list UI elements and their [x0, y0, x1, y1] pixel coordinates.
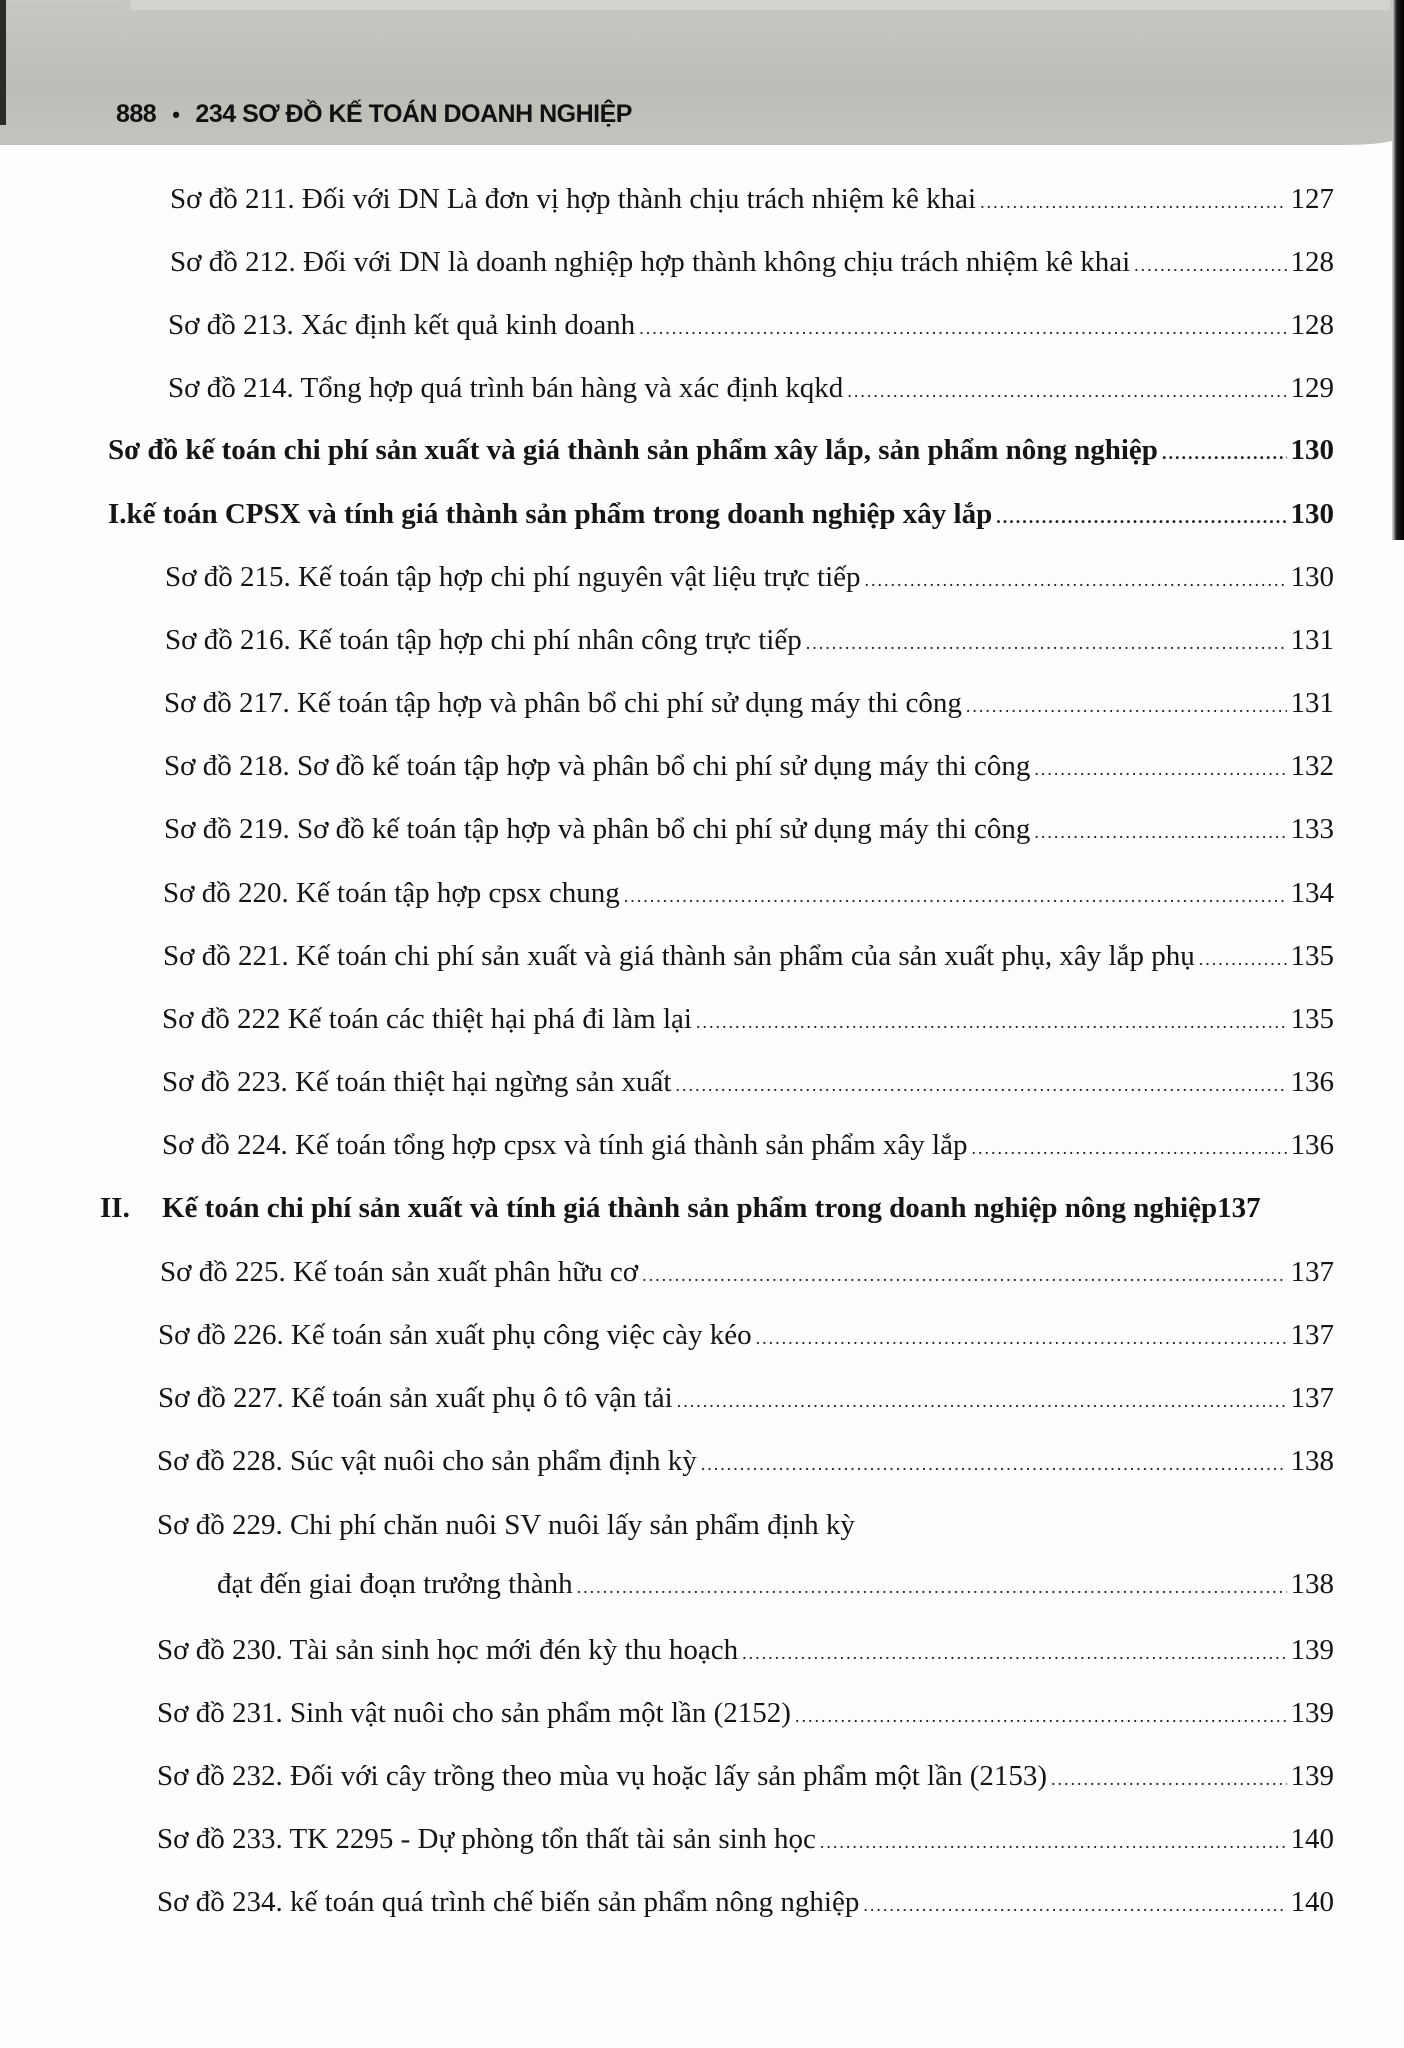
toc-entry[interactable]: [163, 939, 1334, 976]
dot-leader: [1051, 1762, 1286, 1796]
dot-leader: [1034, 752, 1286, 786]
toc-entry[interactable]: [168, 308, 1334, 345]
toc-label: Sơ đồ 224. Kế toán tổng hợp cpsx và tính giá thành sản phẩm xây lắp: [162, 1129, 968, 1161]
toc-label: Sơ đồ 221. Kế toán chi phí sản xuất và giá thành sản phẩm của sản xuất phụ, xây lắp phụ: [163, 940, 1195, 972]
dot-leader: [972, 1131, 1287, 1165]
toc-page-number: 135: [1290, 940, 1334, 972]
toc-label: Sơ đồ 222 Kế toán các thiệt hại phá đi làm lại: [162, 1003, 692, 1035]
section-numeral: I.: [108, 498, 127, 530]
toc-page-number: 127: [1290, 183, 1334, 215]
dot-leader: [820, 1825, 1287, 1859]
toc-label: Sơ đồ 218. Sơ đồ kế toán tập hợp và phân bổ chi phí sử dụng máy thi công: [164, 750, 1031, 782]
toc-page-number: 137: [1290, 1382, 1334, 1414]
toc-page-number: 131: [1290, 687, 1334, 719]
toc-page-number: 136: [1290, 1066, 1334, 1098]
toc-page-number: 137: [1217, 1192, 1261, 1224]
toc-label: Sơ đồ 223. Kế toán thiệt hại ngừng sản xuất: [162, 1066, 672, 1098]
toc-page-number: 140: [1290, 1886, 1334, 1918]
toc-page-number: 139: [1290, 1697, 1334, 1729]
toc-label: Sơ đồ 225. Kế toán sản xuất phân hữu cơ: [160, 1256, 639, 1288]
toc-entry[interactable]: [160, 1255, 1334, 1292]
toc-page-number: 140: [1290, 1823, 1334, 1855]
running-head: [116, 100, 632, 129]
toc-section-heading[interactable]: [100, 1191, 1334, 1225]
toc-label: Sơ đồ 212. Đối với DN là doanh nghiệp hợp thành không chịu trách nhiệm kê khai: [170, 246, 1131, 278]
dot-leader: [966, 689, 1287, 723]
toc-entry[interactable]: [168, 371, 1334, 408]
toc-entry[interactable]: [170, 245, 1334, 282]
toc-section-heading[interactable]: [108, 497, 1334, 534]
toc-page-number: 136: [1290, 1129, 1334, 1161]
toc-entry[interactable]: [164, 812, 1334, 849]
toc-entry[interactable]: [157, 1444, 1334, 1481]
toc-entry[interactable]: [158, 1318, 1334, 1355]
toc-entry[interactable]: [162, 1128, 1334, 1165]
dot-leader: [742, 1636, 1286, 1670]
toc-label: Kế toán chi phí sản xuất và tính giá thành sản phẩm trong doanh nghiệp nông nghiệp: [162, 1192, 1218, 1224]
dot-leader: [756, 1321, 1287, 1355]
toc-label: kế toán CPSX và tính giá thành sản phẩm trong doanh nghiệp xây lắp: [126, 498, 993, 530]
toc-page-number: 132: [1290, 750, 1334, 782]
dot-leader: [1199, 942, 1287, 976]
page-right-edge: [1392, 0, 1404, 540]
dot-leader: [701, 1447, 1287, 1481]
toc-page-number: 139: [1290, 1634, 1334, 1666]
toc-entry[interactable]: [157, 1633, 1334, 1670]
dot-leader: [847, 374, 1286, 408]
toc-label: Sơ đồ 227. Kế toán sản xuất phụ ô tô vận tải: [158, 1382, 673, 1414]
toc-page-number: 134: [1290, 877, 1334, 909]
toc-entry[interactable]: [164, 749, 1334, 786]
toc-page-number: 128: [1290, 246, 1334, 278]
toc-page-number: 133: [1290, 813, 1334, 845]
dot-leader: [863, 1888, 1286, 1922]
toc-entry[interactable]: [157, 1759, 1334, 1796]
dot-leader: [577, 1577, 1287, 1598]
dot-leader: [642, 1258, 1286, 1292]
toc-label: Sơ đồ 214. Tổng hợp quá trình bán hàng và xác định kqkd: [168, 372, 844, 404]
toc-entry[interactable]: [170, 182, 1334, 219]
toc-label: Sơ đồ 217. Kế toán tập hợp và phân bổ chi phí sử dụng máy thi công: [164, 687, 962, 719]
toc-page-number: 128: [1290, 309, 1334, 341]
toc-label: Sơ đồ 213. Xác định kết quả kinh doanh: [168, 309, 636, 341]
dot-leader: [624, 879, 1287, 913]
toc-label: Sơ đồ 220. Kế toán tập hợp cpsx chung: [163, 877, 620, 909]
toc-entry-continuation[interactable]: [217, 1568, 1334, 1601]
toc-entry[interactable]: [162, 1065, 1334, 1102]
dot-leader: [980, 185, 1286, 219]
toc-label: Sơ đồ 216. Kế toán tập hợp chi phí nhân công trực tiếp: [165, 624, 802, 656]
toc-page-number: 137: [1290, 1256, 1334, 1288]
toc-entry[interactable]: [157, 1696, 1334, 1733]
page-top-edge: [130, 0, 1390, 10]
book-title: 234 SƠ ĐỒ KẾ TOÁN DOANH NGHIỆP: [195, 100, 632, 128]
toc-entry[interactable]: [165, 623, 1334, 660]
toc-page-number: 137: [1290, 1319, 1334, 1351]
toc-page-number: 130: [1290, 434, 1334, 466]
toc-label: Sơ đồ 229. Chi phí chăn nuôi SV nuôi lấy sản phẩm định kỳ: [157, 1509, 855, 1541]
toc-entry[interactable]: [165, 560, 1334, 597]
toc-page-number: 138: [1290, 1445, 1334, 1477]
dot-leader: [1162, 436, 1287, 470]
toc-page-number: 130: [1290, 561, 1334, 593]
toc-page-number: 135: [1290, 1003, 1334, 1035]
toc-label: Sơ đồ 233. TK 2295 - Dự phòng tổn thất tài sản sinh học: [157, 1823, 816, 1855]
toc-page-number: 138: [1290, 1568, 1334, 1600]
section-numeral: II.: [100, 1192, 130, 1224]
dot-leader: [865, 563, 1287, 597]
toc-label: Sơ đồ 211. Đối với DN Là đơn vị hợp thành chịu trách nhiệm kê khai: [170, 183, 977, 215]
toc-label: Sơ đồ 234. kế toán quá trình chế biến sản phẩm nông nghiệp: [157, 1886, 860, 1918]
toc-label: Sơ đồ 228. Súc vật nuôi cho sản phẩm định kỳ: [157, 1445, 697, 1477]
dot-leader: [639, 311, 1286, 345]
toc-label: Sơ đồ 215. Kế toán tập hợp chi phí nguyên vật liệu trực tiếp: [165, 561, 861, 593]
toc-label: Sơ đồ 226. Kế toán sản xuất phụ công việc cày kéo: [158, 1319, 752, 1351]
dot-leader: [996, 500, 1286, 534]
toc-entry[interactable]: [163, 876, 1334, 913]
bullet-separator: •: [172, 101, 180, 127]
toc-entry[interactable]: [162, 1002, 1334, 1039]
toc-entry[interactable]: [157, 1885, 1334, 1922]
toc-chapter-heading[interactable]: [108, 433, 1334, 470]
toc-page-number: 129: [1290, 372, 1334, 404]
toc-label-continuation: đạt đến giai đoạn trưởng thành: [217, 1568, 573, 1600]
toc-label: Sơ đồ 219. Sơ đồ kế toán tập hợp và phân bổ chi phí sử dụng máy thi công: [164, 813, 1031, 845]
toc-label: Sơ đồ 232. Đối với cây trồng theo mùa vụ hoặc lấy sản phẩm một lần (2153): [157, 1760, 1048, 1792]
page-number: 888: [116, 100, 157, 128]
dot-leader: [677, 1384, 1287, 1418]
toc-entry[interactable]: [158, 1381, 1334, 1418]
dot-leader: [696, 1005, 1287, 1039]
toc-entry[interactable]: [164, 686, 1334, 723]
toc-label: Sơ đồ 231. Sinh vật nuôi cho sản phẩm một lần (2152): [157, 1697, 791, 1729]
dot-leader: [1034, 815, 1286, 849]
toc-entry[interactable]: [157, 1508, 855, 1542]
toc-page-number: 131: [1290, 624, 1334, 656]
dot-leader: [1134, 248, 1286, 282]
toc-page-number: 139: [1290, 1760, 1334, 1792]
dot-leader: [806, 626, 1287, 660]
dot-leader: [795, 1699, 1287, 1733]
page-left-edge: [0, 0, 6, 125]
dot-leader: [675, 1068, 1286, 1102]
toc-entry[interactable]: [157, 1822, 1334, 1859]
toc-label: Sơ đồ kế toán chi phí sản xuất và giá thành sản phẩm xây lắp, sản phẩm nông nghiệp: [108, 434, 1158, 466]
toc-page-number: 130: [1290, 498, 1334, 530]
toc-label: Sơ đồ 230. Tài sản sinh học mới đén kỳ thu hoạch: [157, 1634, 739, 1666]
